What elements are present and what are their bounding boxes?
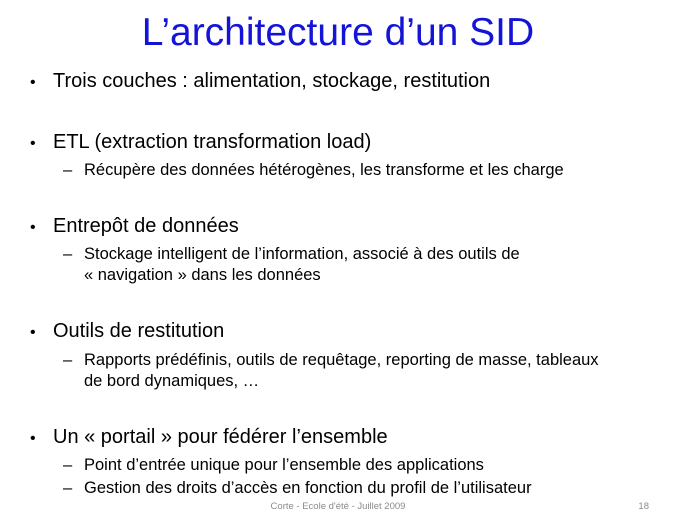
sub-bullet-text-line: Rapports prédéfinis, outils de requêtage, reporting de masse, tableaux <box>84 351 599 369</box>
dash-icon: – <box>63 245 73 263</box>
bullet-item <box>30 69 490 95</box>
slide-footer: Corte - Ecole d'été - Juillet 2009 <box>270 501 406 512</box>
dash-icon: – <box>63 161 73 179</box>
bullet-text: Un « portail » pour fédérer l’ensemble <box>53 426 388 448</box>
bullet-item <box>30 214 239 240</box>
bullet-text: Entrepôt de données <box>53 215 239 237</box>
sub-bullet-item <box>63 478 532 499</box>
sub-bullet-item <box>63 160 564 181</box>
bullet-icon: • <box>30 219 36 236</box>
sub-bullet-item <box>63 244 520 286</box>
bullet-item <box>30 130 371 156</box>
bullet-item <box>30 425 388 451</box>
sub-bullet-text: Gestion des droits d’accès en fonction du profil de l’utilisateur <box>84 479 532 497</box>
sub-bullet-text-line: « navigation » dans les données <box>84 266 321 284</box>
bullet-icon: • <box>30 324 36 341</box>
bullet-text: Outils de restitution <box>53 320 225 342</box>
sub-bullet-text: Point d’entrée unique pour l’ensemble des applications <box>84 456 484 474</box>
page-number: 18 <box>638 501 649 512</box>
bullet-icon: • <box>30 74 36 91</box>
dash-icon: – <box>63 479 73 497</box>
sub-bullet-text-line: de bord dynamiques, … <box>84 372 260 390</box>
bullet-icon: • <box>30 430 36 447</box>
bullet-item <box>30 319 224 345</box>
sub-bullet-text: Récupère des données hétérogènes, les transforme et les charge <box>84 161 564 179</box>
sub-bullet-item <box>63 455 484 476</box>
dash-icon: – <box>63 351 73 369</box>
dash-icon: – <box>63 456 73 474</box>
sub-bullet-item <box>63 350 599 392</box>
sub-bullet-text-line: Stockage intelligent de l’information, associé à des outils de <box>84 245 520 263</box>
slide-title: L’architecture d’un SID <box>141 11 535 54</box>
bullet-icon: • <box>30 135 36 152</box>
bullet-text: ETL (extraction transformation load) <box>53 131 372 153</box>
bullet-text: Trois couches : alimentation, stockage, restitution <box>53 70 491 92</box>
